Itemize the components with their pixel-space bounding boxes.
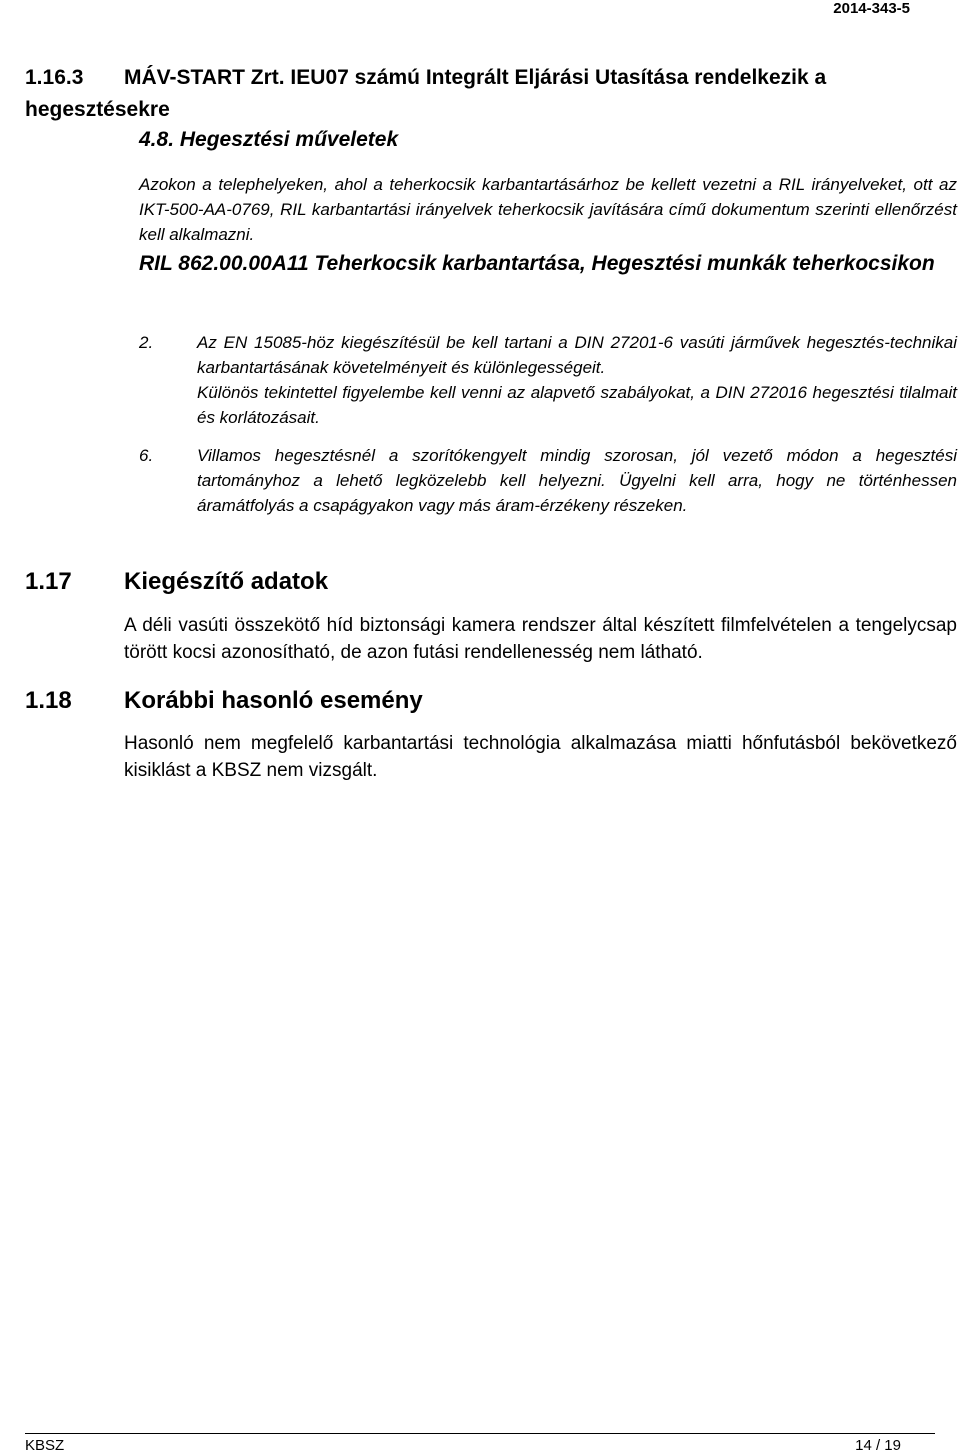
section-number: 1.16.3 [25, 66, 84, 89]
section-title: Kiegészítő adatok [124, 568, 329, 595]
subheading-hegesztesi-muveletek: 4.8. Hegesztési műveletek [139, 128, 399, 151]
list-item-text: Villamos hegesztésnél a szorítókengyelt mindig szorosan, jól vezető módon a hegesztési tartományhoz a lehető legközelebb kell helyezni. Ügyelni kell arra, hogy ne történhessen áramátfolyás a csapágyakon vagy más áram-érzékeny részeken. [197, 446, 957, 515]
footer-divider [25, 1433, 935, 1434]
page-number: 14 / 19 [855, 1437, 901, 1454]
section-body: A déli vasúti összekötő híd biztonsági kamera rendszer által készített filmfelvételen a tengelycsap törött kocsi azonosítható, de azon futási rendellenesség nem látható. [124, 615, 957, 663]
section-heading-1-17 [25, 568, 328, 596]
footer-org: KBSZ [25, 1437, 65, 1454]
document-id: 2014-343-5 [833, 0, 910, 17]
list-item [139, 330, 957, 430]
list-item [139, 443, 957, 518]
list-item-text: Különös tekintettel figyelembe kell venni az alapvető szabályokat, a DIN 272016 hegesztési tilalmait és korlátozásait. [197, 383, 957, 427]
section-body: Hasonló nem megfelelő karbantartási technológia alkalmazása miatti hőnfutásból bekövetkező kisiklást a KBSZ nem vizsgált. [124, 733, 957, 781]
section-title: Korábbi hasonló esemény [124, 687, 423, 714]
quoted-paragraph: Azokon a telephelyeken, ahol a teherkocsik karbantartásárhoz be kellett vezetni a RIL irányelveket, ott az IKT-500-AA-0769, RIL karbantartási irányelvek teherkocsik javítására című dokumentum szerinti ellenőrzést kell alkalmazni. [139, 175, 957, 244]
section-number: 1.18 [25, 687, 72, 714]
section-number: 1.17 [25, 568, 72, 595]
list-item-text: Az EN 15085-höz kiegészítésül be kell tartani a DIN 27201-6 vasúti járművek hegesztés-technikai karbantartásának követelményeit és különlegességeit. [197, 333, 957, 377]
list-item-number: 2. [139, 333, 154, 352]
section-title: MÁV-START Zrt. IEU07 számú Integrált Eljárási Utasítása rendelkezik a hegesztésekre [25, 66, 827, 121]
section-heading-1-16-3 [25, 62, 935, 126]
list-item-number: 6. [139, 446, 154, 465]
ril-heading: RIL 862.00.00A11 Teherkocsik karbantartása, Hegesztési munkák teherkocsikon [139, 252, 935, 275]
section-heading-1-18 [25, 687, 423, 715]
